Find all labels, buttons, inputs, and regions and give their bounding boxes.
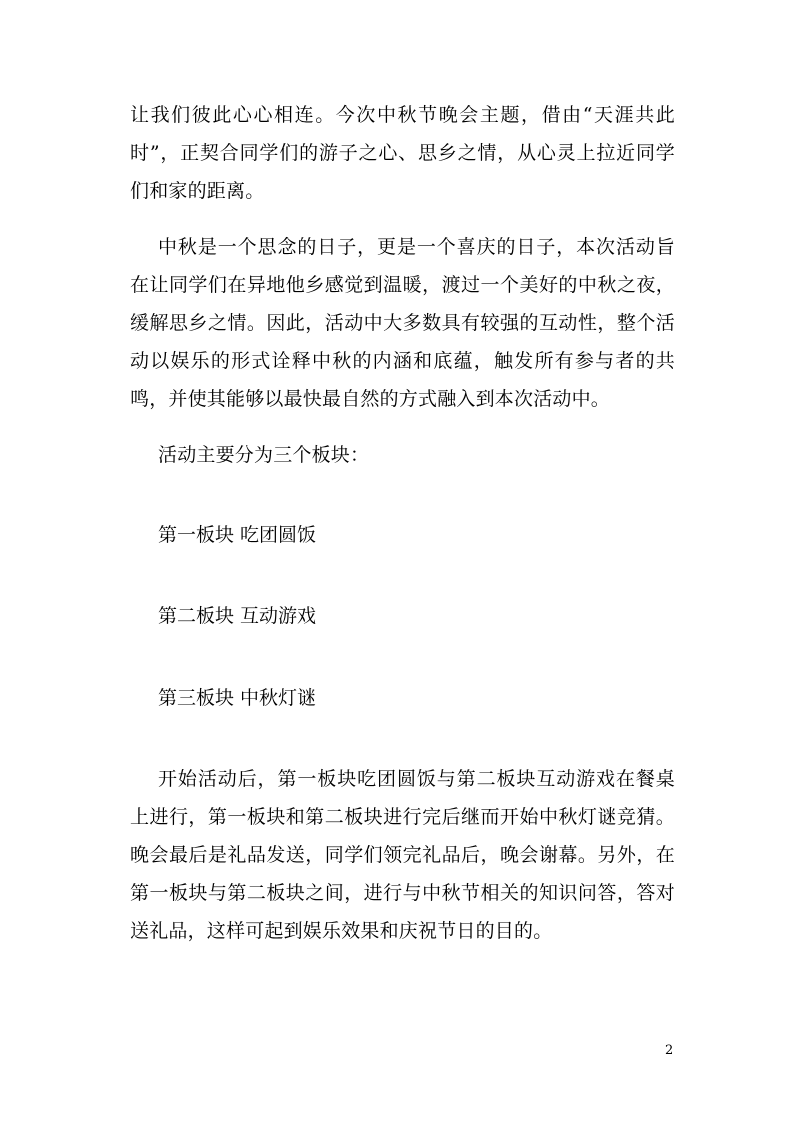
section-item-2: 第二板块 互动游戏 xyxy=(158,605,317,627)
paragraph-sections-intro: 活动主要分为三个板块： xyxy=(158,444,370,466)
paragraph-closing: 开始活动后，第一板块吃团圆饭与第二板块互动游戏在餐桌上进行，第一板块和第二板块进行完后继而开始中秋灯谜竞猜。晚会最后是礼品发送，同学们领完礼品后，晚会谢幕。另外，在第一板块与第二板块之间，进行与中秋节相关的知识问答，答对送礼品，这样可起到娱乐效果和庆祝节日的目的。 xyxy=(130,768,675,942)
paragraph-purpose: 中秋是一个思念的日子，更是一个喜庆的日子，本次活动旨在让同学们在异地他乡感觉到温暖，渡过一个美好的中秋之夜，缓解思乡之情。因此，活动中大多数具有较强的互动性，整个活动以娱乐的形式诠释中秋的内涵和底蕴，触发所有参与者的共鸣，并使其能够以最快最自然的方式融入到本次活动中。 xyxy=(130,236,675,410)
page-number: 2 xyxy=(665,1043,674,1058)
section-item-3: 第三板块 中秋灯谜 xyxy=(158,687,317,709)
section-item-1: 第一板块 吃团圆饭 xyxy=(158,524,317,546)
paragraph-theme: 让我们彼此心心相连。今次中秋节晚会主题，借由“天涯共此时”，正契合同学们的游子之心、思乡之情，从心灵上拉近同学们和家的距离。 xyxy=(130,104,675,202)
